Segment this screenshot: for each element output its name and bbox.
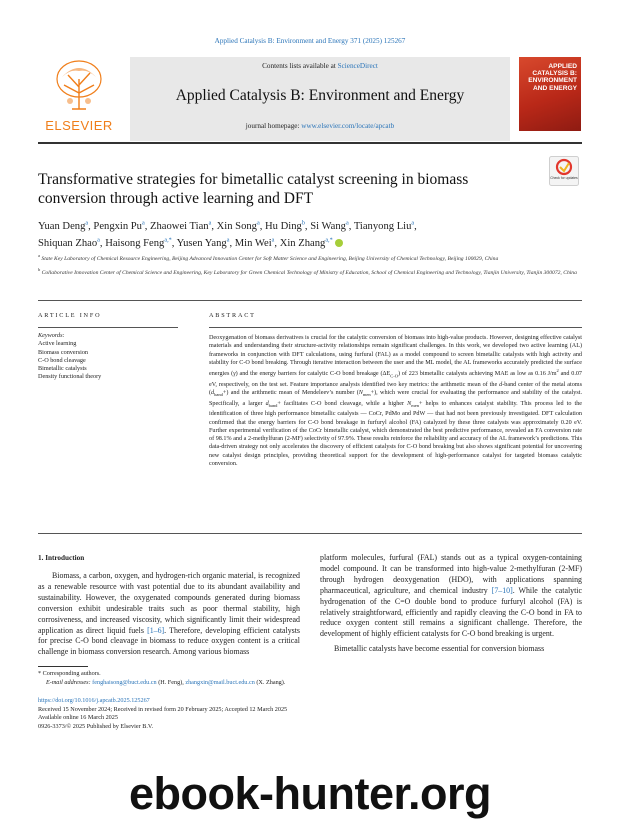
journal-homepage-line: [130, 122, 510, 130]
abstract-end-rule: [38, 533, 582, 534]
abstract-text: Deoxygenation of biomass derivatives is crucial for the catalytic conversion of biomass into high-value products. However, designing effective catalyst materials and understanding their structure-activity relationships remain significant challenges. In this work, we developed two active learning (AL) frameworks in conjunction with DFT calculations, using furfural (FAL) as a model compound to screen bimetallic catalysts with high activity and stability for C-O bond breaking. Through iterative interaction between the user and the ML model, the AL frameworks accurately predicted the surface energies (γ) and the energy barriers for catalytic C-O bond breakage $(\Delta E_{C-O})$ of 223 bimetallic catalysts achieving MAE as low as 0.16 $J/m^2$ and 0.07 eV, respectively, on the test set. Feature importance analysis identified two key metrics: the arithmetic mean of the d-band center of the metal atoms $(d_{band}+)$ and the arithmetic mean of Mendeleev’s number $(N_{men}+)$, which were crucial for evaluating the performance and stability of the catalyst. Specifically, a larger $d_{band}+$ facilitates C-O bond cleavage, while a higher $N_{men}+$ helps to enhances catalyst stability. This process led to the identification of three high performance bimetallic catalysts — CoCr, PdMo and PdW — that had not been previously investigated. DFT calculation confirmed that the energy barriers for C-O bond breakage in furfuryl alcohol (FA) catalyzed by these three catalysts was approximately 0.20 eV. Further experimental verification of the CoCr bimetallic catalyst, which demonstrated the best predictive performance, revealed an FA conversion rate of 98.1% and a 2-methylfuran (2-MF) selectivity of 97.9%. These results reinforce the reliability and accuracy of the AL framework’s predictions. This data-driven strategy not only accelerates the discovery of efficient catalysts for C-O bond breaking but also shows significant potential for uncovering new catalyst design principles, providing theoretical support for the development of high-performance catalyst for targeted biomass catalytic conversion.: [209, 335, 583, 468]
check-for-updates-badge[interactable]: [549, 156, 579, 186]
abstract-rule: [209, 327, 582, 328]
keyword: Bimetallic catalysts: [38, 365, 87, 373]
body-column-right: [320, 553, 582, 655]
author[interactable]: Yuan Deng$^a$: [38, 219, 89, 232]
author[interactable]: Zhaowei Tian$^a$: [150, 219, 212, 232]
article-info-heading: ARTICLE INFO: [38, 312, 102, 319]
intro-paragraph: Bimetallic catalysts have become essential for conversion biomass: [334, 644, 545, 654]
email-link[interactable]: fenghaisong@buct.edu.cn: [92, 678, 157, 686]
author[interactable]: Xin Song$^a$: [216, 219, 260, 232]
intro-paragraph: Biomass, a carbon, oxygen, and hydrogen-rich organic material, is recognized as a renewable resource with vast potential due to its abundant availability and sustainability. However, the oxygenated compounds generated during biomass conversion exhibit undesirable traits such as poor thermal stability, high corrosiveness, and increased viscosity, which significantly limit their widespread application as direct liquid fuels [1–6]. Therefore, developing efficient catalysts for precise C-O bond cleavage in biomass to reduce oxygen content is a critical challenge in biomass conversion research. Among various biomass: [38, 571, 300, 657]
journal-title: Applied Catalysis B: Environment and Energy: [175, 87, 465, 104]
journal-cover-thumbnail[interactable]: [519, 57, 581, 131]
footnotes: [38, 670, 582, 687]
keywords-block: [38, 332, 178, 382]
homepage-prefix: journal homepage:: [245, 122, 302, 130]
author[interactable]: Min Wei$^a$: [234, 235, 275, 249]
keyword: Biomass conversion: [38, 348, 89, 356]
elsevier-wordmark: ELSEVIER: [45, 118, 113, 133]
author[interactable]: Hu Ding$^b$: [265, 219, 305, 232]
homepage-link[interactable]: www.elsevier.com/locate/apcatb: [301, 122, 395, 130]
received-dates: Received 15 November 2024; Received in revised form 20 February 2025; Accepted 12 March 2025: [38, 705, 288, 713]
author[interactable]: Xin Zhang$^{a,*}$: [279, 235, 333, 249]
elsevier-logo[interactable]: [38, 57, 120, 137]
email-line: E-mail addresses: fenghaisong@buct.edu.cn (H. Feng), zhangxin@mail.buct.edu.cn (X. Zhang).: [46, 678, 286, 686]
footnote-rule: [38, 666, 88, 667]
article-title-line-2: conversion through active learning and DFT: [38, 190, 314, 207]
elsevier-tree-icon: [52, 57, 106, 113]
author[interactable]: Pengxin Pu$^a$: [93, 219, 145, 232]
intro-paragraph: platform molecules, furfural (FAL) stands out as a typical oxygen-containing model compound. It can be transformed into high-value 2-methylfuran (2-MF) through hydrogen deoxygenation (HDO), with applications spanning pharmaceutical, agriculture, and chemical industry [7–10]. While the catalytic hydrogenation of the C=O double bond to produce furfuryl alcohol (FA) is relatively straightforward, efficiently and rapidly cleaving the C-O bond in FA to reduce oxygen content still remains a significant challenge. Therefore, the development of highly efficient catalysts for C-O bond breaking is urgent.: [320, 553, 582, 639]
available-online: Available online 16 March 2025: [38, 714, 118, 721]
author[interactable]: Yusen Yang$^a$: [176, 235, 230, 249]
section-rule: [38, 300, 582, 301]
check-updates-icon: [549, 156, 579, 186]
article-info-rule: [38, 327, 178, 328]
journal-citation[interactable]: Applied Catalysis B: Environment and Energy 371 (2025) 125267: [214, 37, 406, 45]
article-title: [38, 170, 488, 208]
publication-info: [38, 697, 582, 731]
affiliation-b: $^b$ Collaborative Innovation Center of Chemical Science and Engineering, Key Laboratory for Green Chemical Technology of Ministry of Education, School of Chemical Engineering and Technology, Tianjin University, Tianjin 300072, China: [38, 266, 577, 276]
keyword: Density functional theory: [38, 373, 102, 381]
keyword: C-O bond cleavage: [38, 356, 86, 364]
doi-link[interactable]: https://doi.org/10.1016/j.apcatb.2025.125267: [38, 697, 150, 704]
author[interactable]: Haisong Feng$^{a,*}$: [105, 235, 172, 249]
check-updates-label: Check for updates: [550, 176, 578, 180]
contents-line: [130, 62, 510, 70]
author[interactable]: Si Wang$^a$: [310, 219, 349, 232]
orcid-icon[interactable]: [335, 239, 343, 247]
email-link[interactable]: zhangxin@mail.buct.edu.cn: [185, 678, 255, 686]
reference-link[interactable]: [7–10]: [491, 585, 513, 595]
section-heading-introduction: 1. Introduction: [38, 554, 85, 562]
author[interactable]: Shiquan Zhao$^a$: [38, 235, 100, 249]
cover-title: APPLIED CATALYSIS B: ENVIRONMENT AND ENERGY: [528, 63, 577, 92]
sciencedirect-link[interactable]: ScienceDirect: [337, 62, 378, 70]
affiliations: [38, 252, 582, 279]
author-list: Yuan Deng$^a$, Pengxin Pu$^a$, Zhaowei Tian$^a$, Xin Song$^a$, Hu Ding$^b$, Si Wang$^a$, Tianyong Liu$^a$, Shiquan Zhao$^a$, Haisong Feng$^{a,*}$, Yusen Yang$^a$, Min Wei$^a$, Xin Zhang$^{a,*}$: [38, 219, 417, 249]
header-rule: [38, 142, 582, 144]
keywords-label: Keywords:: [38, 332, 65, 339]
corresponding-note: * Corresponding authors.: [38, 670, 101, 677]
author[interactable]: Tianyong Liu$^a$: [353, 219, 415, 232]
abstract-heading: ABSTRACT: [209, 312, 256, 319]
contents-prefix: Contents lists available at: [262, 62, 338, 70]
reference-link[interactable]: [1–6]: [147, 625, 165, 635]
article-title-line-1: Transformative strategies for bimetallic catalyst screening in biomass: [38, 171, 469, 188]
keyword: Active learning: [38, 340, 77, 348]
watermark: ebook-hunter.org: [129, 768, 491, 819]
body-column-left: [38, 571, 300, 658]
copyright: 0926-3373/© 2025 Published by Elsevier B.V.: [38, 722, 154, 730]
affiliation-a: $^a$ State Key Laboratory of Chemical Resource Engineering, Beijing Advanced Innovation Center for Soft Matter Science and Engineering, Beijing University of Chemical Technology, Beijing 100029, China: [38, 253, 499, 262]
